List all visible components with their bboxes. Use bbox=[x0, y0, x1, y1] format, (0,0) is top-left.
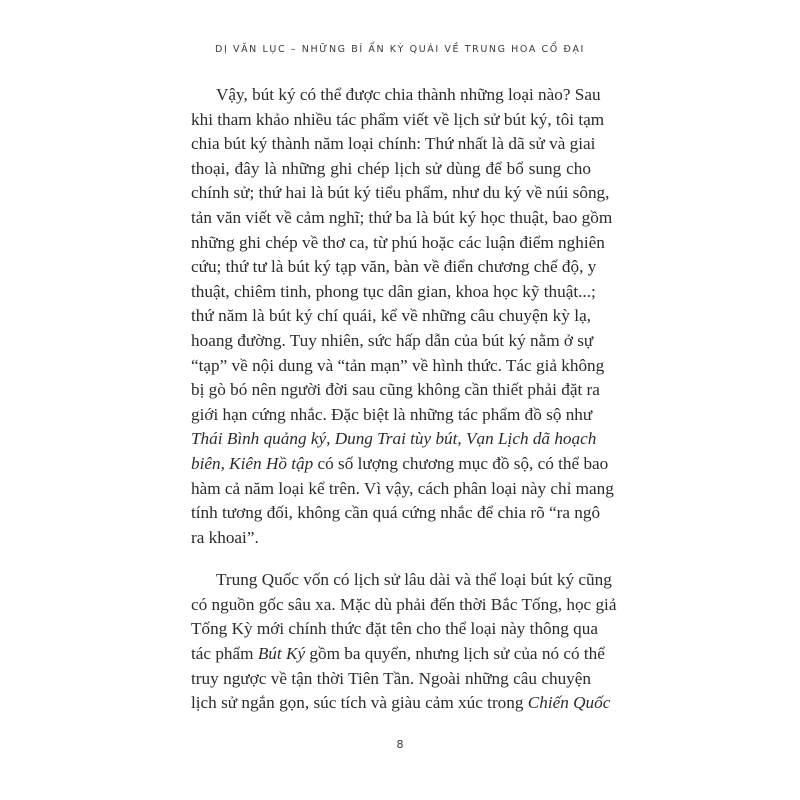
text-line: Tống Kỳ mới chính thức đặt tên cho thể loại này thông qua bbox=[191, 619, 598, 639]
text-line: có nguồn gốc sâu xa. Mặc dù phải đến thời Bắc Tống, học giả bbox=[191, 594, 617, 614]
italic-work-titles: biên, Kiên Hồ tập bbox=[191, 453, 314, 473]
running-header: DỊ VĂN LỤC – NHỮNG BÍ ẨN KỲ QUÁI VỀ TRUNG HOA CỔ ĐẠI bbox=[215, 44, 585, 55]
text-line: những ghi chép về thơ ca, từ phú hoặc các luận điểm nghiên bbox=[191, 232, 605, 252]
text-line: bị gò bó nên người đời sau cũng không cần thiết phải đặt ra bbox=[191, 380, 600, 400]
text-line: khi tham khảo nhiều tác phẩm viết về lịch sử bút ký, tôi tạm bbox=[191, 109, 605, 129]
text-line-mixed: tác phẩm Bút Ký gồm ba quyển, nhưng lịch sử của nó có thể bbox=[191, 644, 605, 664]
text-line: tính tương đối, không cần quá cứng nhắc để chia rõ “ra ngô bbox=[191, 503, 601, 523]
italic-work-title: Chiến Quốc bbox=[527, 693, 611, 713]
text-line: thứ năm là bút ký chí quái, kể về những câu chuyện kỳ lạ, bbox=[191, 306, 591, 326]
text-line: Vậy, bút ký có thể được chia thành những loại nào? Sau bbox=[216, 85, 601, 104]
text-line: hàm cả năm loại kể trên. Vì vậy, cách phân loại này chỉ mang bbox=[191, 478, 614, 498]
text-line: giới hạn cứng nhắc. Đặc biệt là những tác phẩm đồ sộ như bbox=[191, 404, 593, 424]
text-line-mixed: lịch sử ngắn gọn, súc tích và giàu cảm xúc trong Chiến Quốc bbox=[191, 693, 611, 713]
text-line: “tạp” về nội dung và “tản mạn” về hình thức. Tác giả không bbox=[191, 355, 605, 375]
text-line: cứu; thứ tư là bút ký tạp văn, bàn về điển chương chế độ, y bbox=[191, 257, 597, 277]
text-line: ra khoai”. bbox=[191, 527, 259, 547]
text-line: hoang đường. Tuy nhiên, sức hấp dẫn của bút ký nằm ở sự bbox=[191, 330, 594, 350]
text-line: thoại, đây là những ghi chép lịch sử dùng để bổ sung cho bbox=[191, 158, 591, 178]
text-line: tản văn viết về cảm nghĩ; thứ ba là bút ký học thuật, bao gồm bbox=[191, 207, 613, 227]
italic-work-title: Bút Ký bbox=[257, 644, 306, 664]
body-text bbox=[191, 83, 617, 716]
text-line: chính sử; thứ hai là bút ký tiểu phẩm, như du ký về núi sông, bbox=[191, 183, 610, 203]
italic-work-titles: Thái Bình quảng ký, Dung Trai tùy bút, Vạn Lịch dã hoạch bbox=[191, 429, 597, 449]
paragraph-2 bbox=[191, 568, 617, 716]
text-line: thuật, chiêm tinh, phong tục dân gian, khoa học kỹ thuật...; bbox=[191, 281, 596, 301]
text-line: chia bút ký thành năm loại chính: Thứ nhất là dã sử và giai bbox=[191, 134, 596, 154]
text-line: Trung Quốc vốn có lịch sử lâu dài và thể loại bút ký cũng bbox=[216, 570, 612, 590]
paragraph-gap bbox=[191, 550, 591, 568]
text-line: truy ngược về tận thời Tiên Tần. Ngoài những câu chuyện bbox=[191, 668, 591, 688]
page-number: 8 bbox=[396, 738, 404, 751]
paragraph-1 bbox=[191, 83, 614, 550]
text-line-italic bbox=[191, 427, 597, 452]
text-line-mixed: biên, Kiên Hồ tập có số lượng chương mục đồ sộ, có thể bao bbox=[191, 453, 609, 473]
